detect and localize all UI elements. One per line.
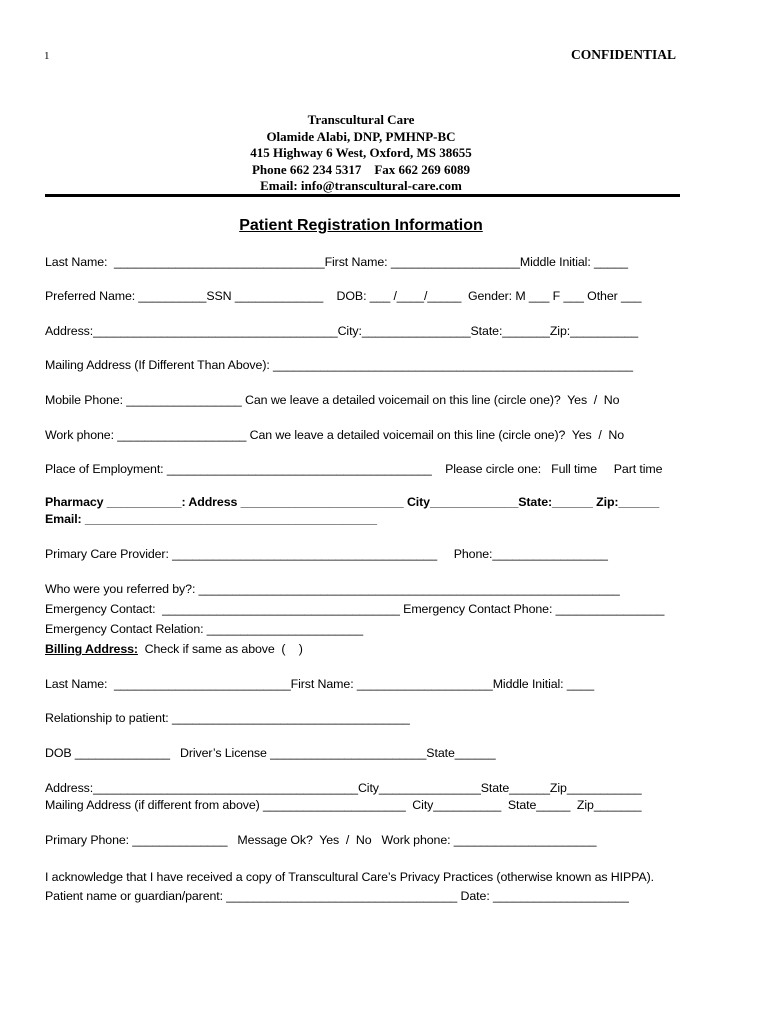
relationship-line[interactable]: Relationship to patient: ___________________________________: [45, 711, 410, 725]
primary-phone-line[interactable]: Primary Phone: ______________ Message Ok? Yes / No Work phone: _____________________: [45, 833, 597, 847]
mailing-address-line[interactable]: Mailing Address (If Different Than Above): _____________________________________________________: [45, 358, 633, 372]
form-title: Patient Registration Information: [239, 217, 483, 234]
patient-name-line[interactable]: Last Name: _______________________________First Name: ___________________Middle Initial: _____: [45, 255, 628, 269]
pharmacy-email-line[interactable]: Email: ___________________________________________: [45, 512, 377, 526]
pharmacy-line[interactable]: Pharmacy ___________: Address ________________________ City_____________State:______ Zip:______: [45, 495, 660, 509]
primary-care-line[interactable]: Primary Care Provider: _______________________________________ Phone:_________________: [45, 547, 608, 561]
practice-email: Email: info@transcultural-care.com: [260, 178, 462, 193]
referred-by-line[interactable]: Who were you referred by?: ______________________________________________________________: [45, 582, 620, 596]
address-line[interactable]: Address:____________________________________City:________________State:_______Zip:__________: [45, 324, 638, 338]
confidential-label: CONFIDENTIAL: [571, 47, 677, 62]
mobile-phone-line[interactable]: Mobile Phone: _________________ Can we leave a detailed voicemail on this line (circle one)? Yes / No: [45, 393, 620, 407]
provider-name: Olamide Alabi, DNP, PMHNP-BC: [266, 128, 456, 144]
billing-address-line[interactable]: Address:_______________________________________City_______________State______Zip___________: [45, 781, 642, 795]
preferred-name-line[interactable]: Preferred Name: __________SSN _____________ DOB: ___ /____/_____ Gender: M ___ F ___ Other ___: [45, 289, 642, 303]
practice-address: 415 Highway 6 West, Oxford, MS 38655: [250, 145, 472, 160]
billing-address-heading: [45, 642, 303, 656]
letterhead: [0, 112, 722, 195]
employment-line[interactable]: Place of Employment: _______________________________________ Please circle one: Full time Part time: [45, 462, 663, 476]
practice-name: Transcultural Care: [307, 112, 415, 127]
dob-license-line[interactable]: DOB ______________ Driver’s License _______________________State______: [45, 746, 496, 760]
practice-phones: Phone 662 234 5317 Fax 662 269 6089: [251, 161, 471, 177]
emergency-contact-line[interactable]: Emergency Contact: ___________________________________ Emergency Contact Phone: ________________: [45, 602, 665, 616]
signature-line[interactable]: Patient name or guardian/parent: __________________________________ Date: ____________________: [45, 889, 629, 903]
billing-name-line[interactable]: Last Name: __________________________First Name: ____________________Middle Initial: ____: [45, 677, 595, 691]
emergency-relation-line[interactable]: Emergency Contact Relation: _______________________: [45, 622, 363, 636]
billing-label: Billing Address:: [45, 642, 138, 656]
billing-same-checkbox[interactable]: Check if same as above ( ): [137, 642, 303, 656]
hipaa-acknowledgement: I acknowledge that I have received a copy of Transcultural Care’s Privacy Practices (otherwise known as HIPPA).: [45, 870, 654, 884]
billing-mailing-line[interactable]: Mailing Address (if different from above) _____________________ City__________ State_____ Zip_______: [45, 798, 642, 812]
header-divider: [45, 194, 680, 197]
page-number: 1: [44, 50, 50, 62]
work-phone-line[interactable]: Work phone: ___________________ Can we leave a detailed voicemail on this line (circle one)? Yes / No: [45, 428, 625, 442]
